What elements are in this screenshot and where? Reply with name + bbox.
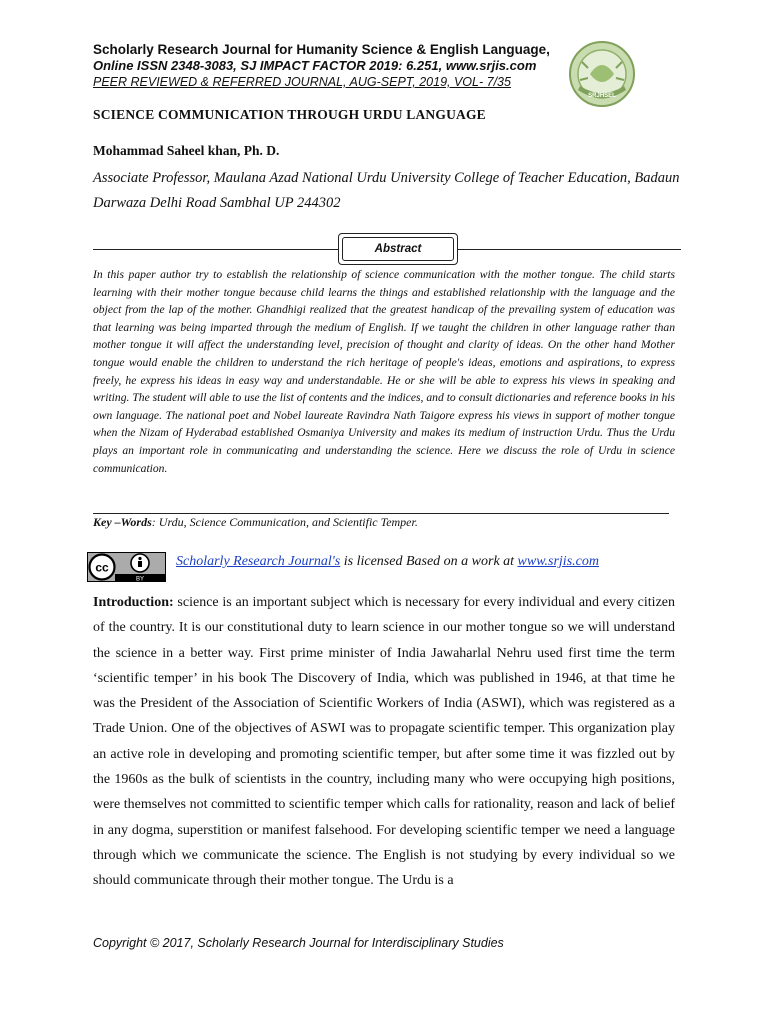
keywords-divider xyxy=(93,513,669,514)
website-link[interactable]: www.srjis.com xyxy=(517,554,599,569)
abstract-text: In this paper author try to establish the relationship of science communication with the mother tongue. The child starts learning with their mother tongue because child learns the things and established relationship with the language and the object from the lap of the mother. Ghandhigi realized that the greatest handicap of the prevailing system of education was that learning was being imparted through the medium of English. If we taught the children in other language rather than mother tongue it will affect the understanding level, precision of thought and clarity of ideas. On the other hand Mother tongue would enable the children to understand the rich heritage of people's ideas, emotions and aspirations, to express freely, he express his ideas in easy way and understandable. He or she will be able to express his views in speaking and writing. The student will able to use the list of contents and the indices, and to consult dictionaries and reference books in his own language. The national poet and Nobel laureate Ravindra Nath Taigore express his views in support of mother tongue when the Nizam of Hyderabad established Osmaniya University and makes its medium of instruction Urdu. Thus the Urdu plays an important role in communicating and understanding the science. Here we discuss the role of Urdu in science communication. xyxy=(93,268,675,475)
journal-seal-logo xyxy=(568,40,636,108)
seal-text: SRJHSEL xyxy=(588,93,616,99)
author-name: Mohammad Saheel khan, Ph. D. xyxy=(93,143,280,158)
keywords-line xyxy=(93,515,418,530)
journal-name-line: Scholarly Research Journal for Humanity Science & English Language, xyxy=(93,42,550,57)
keywords-text: : Urdu, Science Communication, and Scientific Temper. xyxy=(151,515,418,529)
by-text: BY xyxy=(135,576,145,582)
introduction-paragraph xyxy=(93,590,675,894)
issn-line: Online ISSN 2348-3083, SJ IMPACT FACTOR 2019: 6.251, www.srjis.com xyxy=(93,58,537,73)
author-affiliation: Associate Professor, Maulana Azad National Urdu University College of Teacher Education, Badaun Darwaza Delhi Road Sambhal UP 244302 xyxy=(93,170,680,211)
cc-text: cc xyxy=(95,560,109,575)
journal-link[interactable]: Scholarly Research Journal's xyxy=(176,554,341,569)
keywords-label: Key –Words xyxy=(93,515,152,529)
paper-title: SCIENCE COMMUNICATION THROUGH URDU LANGUAGE xyxy=(93,107,486,122)
license-line xyxy=(176,554,599,570)
abstract-label: Abstract xyxy=(342,237,454,261)
peer-review-line: PEER REVIEWED & REFERRED JOURNAL, AUG-SEPT, 2019, VOL- 7/35 xyxy=(93,75,511,89)
license-text: is licensed Based on a work at xyxy=(340,554,518,569)
abstract-label-box xyxy=(338,233,458,265)
creative-commons-badge[interactable] xyxy=(87,552,166,582)
copyright-footer: Copyright © 2017, Scholarly Research Journal for Interdisciplinary Studies xyxy=(93,936,504,950)
by-person-icon xyxy=(138,557,141,560)
introduction-text: science is an important subject which is necessary for every individual and every citizen of the country. It is our constitutional duty to learn science in our mother tongue so we will understand the science in a better way. First prime minister of India Jawaharlal Nehru used first time the term ‘scientific temper’ in his book The Discovery of India, which was published in 1946, at that time he was the President of the Association of Scientific Workers of India (ASWI), which was registered as a Trade Union. One of the objectives of ASWI was to propagate scientific temper. This organization play an active role in developing and promoting scientific temper, but after some time it was fizzled out by the 1960s as the bulk of scientists in the country, including many who were occupying high positions, were themselves not committed to scientific temper which calls for rationality, reason and lack of belief in any dogma, superstition or manifest falsehood. For developing scientific temper we need a language through which we communicate the science. The English is not studying by every individual so we should communicate through their mother tongue. The Urdu is a xyxy=(93,595,675,889)
introduction-label: Introduction: xyxy=(93,595,174,610)
